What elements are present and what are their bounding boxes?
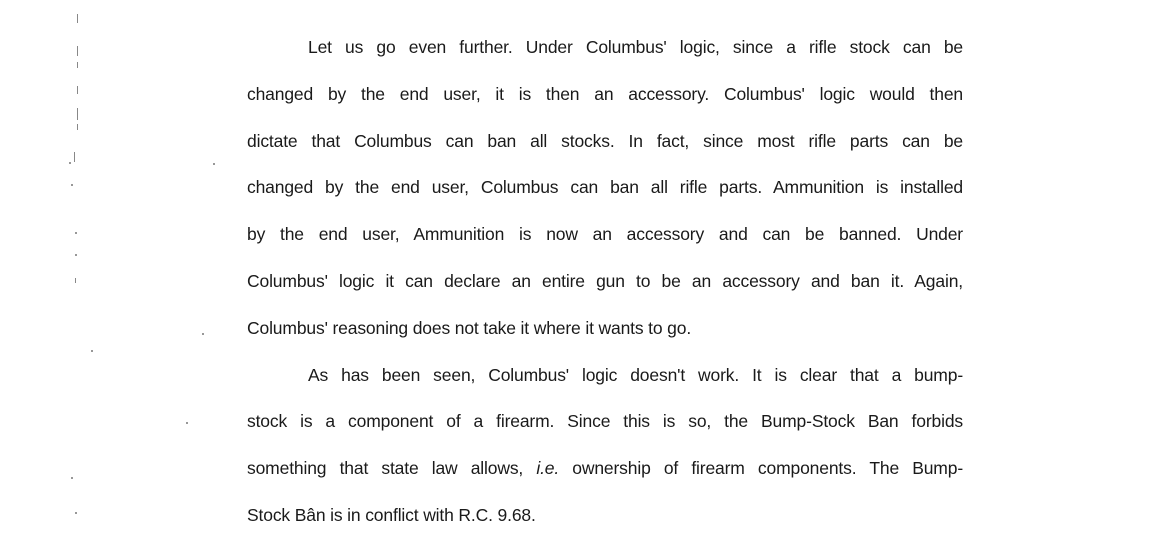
text-line: changed by the end user, it is then an accessory. Columbus' logic would then xyxy=(247,83,963,104)
paragraph-1 xyxy=(247,30,963,358)
paragraph-2 xyxy=(247,358,963,545)
text-line: dictate that Columbus can ban all stocks. In fact, since most rifle parts can be xyxy=(247,130,963,151)
text-line xyxy=(247,451,963,498)
text-line: Columbus' logic it can declare an entire gun to be an accessory and ban it. Again, xyxy=(247,270,963,291)
text-segment: ownership of firearm components. The Bump- xyxy=(559,458,963,479)
body-text xyxy=(247,30,963,545)
text-line: Let us go even further. Under Columbus' logic, since a rifle stock can be xyxy=(308,37,963,57)
text-line: by the end user, Ammunition is now an accessory and can be banned. Under xyxy=(247,224,963,245)
text-line: Stock Bân is in conflict with R.C. 9.68. xyxy=(247,504,536,525)
text-line: As has been seen, Columbus' logic doesn't work. It is clear that a bump- xyxy=(308,364,963,385)
text-segment: something that state law allows, xyxy=(247,458,537,479)
text-line: stock is a component of a firearm. Since this is so, the Bump-Stock Ban forbids xyxy=(247,411,963,432)
text-line: changed by the end user, Columbus can ban all rifle parts. Ammunition is installed xyxy=(247,177,963,198)
scan-margin-marks xyxy=(0,0,240,549)
text-line: Columbus' reasoning does not take it where it wants to go. xyxy=(247,317,692,338)
italic-abbreviation: i.e. xyxy=(536,458,560,479)
